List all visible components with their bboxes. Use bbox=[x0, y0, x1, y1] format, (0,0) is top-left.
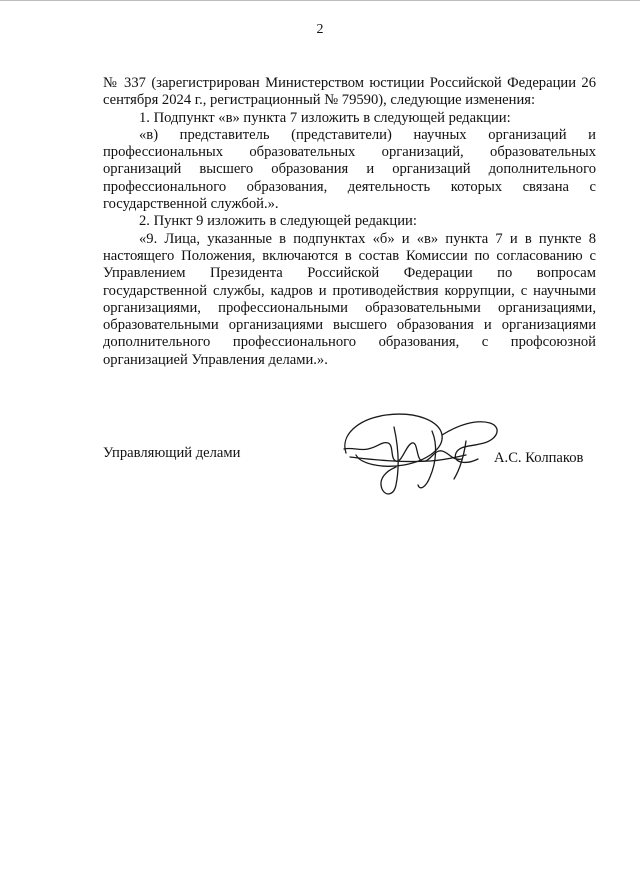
paragraph-item-2: 2. Пункт 9 изложить в следующей редакции: bbox=[139, 213, 417, 230]
paragraph-intro-continuation: № 337 (зарегистрирован Министерством юстиции Российской Федерации 26 сентября 2024 г., регистрационный № 79590), следующие изменения: bbox=[103, 75, 596, 109]
page-number: 2 bbox=[316, 22, 324, 37]
signatory-title: Управляющий делами bbox=[103, 445, 241, 461]
scan-edge bbox=[0, 0, 640, 1]
document-body bbox=[103, 75, 596, 369]
handwritten-signature bbox=[338, 405, 508, 500]
paragraph-item-2-text: «9. Лица, указанные в подпунктах «б» и «в» пункта 7 и в пункте 8 настоящего Положения, включаются в состав Комиссии по согласованию с Управлением Президента Российской Федерации по вопросам государственной службы, кадров и противодействия коррупции, с научными организациями, профессиональными образовательными организациями, образовательными организациями высшего образования и организациями дополнительного профессионального образования, с профсоюзной организацией Управления делами.». bbox=[103, 230, 596, 368]
signatory-name: А.С. Колпаков bbox=[494, 450, 584, 466]
paragraph-item-1-text: «в) представитель (представители) научных организаций и профессиональных образовательных организаций, образовательных организаций высшего образования и организаций дополнительного профессионального образования, деятельность которых связана с государственной службой.». bbox=[103, 126, 596, 213]
paragraph-item-1: 1. Подпункт «в» пункта 7 изложить в следующей редакции: bbox=[139, 109, 511, 126]
